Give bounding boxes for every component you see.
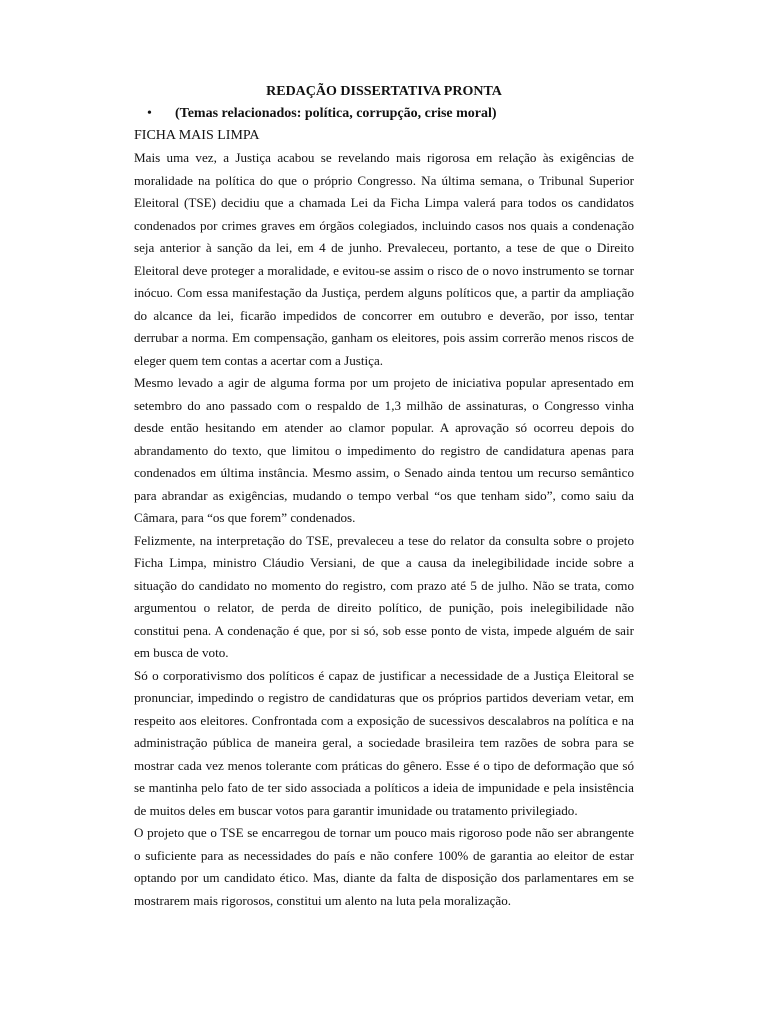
topics-list-item xyxy=(134,103,634,125)
paragraph-1: Mais uma vez, a Justiça acabou se revelando mais rigorosa em relação às exigências de moralidade na política do que o próprio Congresso. Na última semana, o Tribunal Superior Eleitoral (TSE) decidiu que a chamada Lei da Ficha Limpa valerá para todos os candidatos condenados por crimes graves em órgãos colegiados, incluindo casos nos quais a condenação seja anterior à sanção da lei, em 4 de junho. Prevaleceu, portanto, a tese de que o Direito Eleitoral deve proteger a moralidade, e evitou-se assim o risco de o novo instrumento se tornar inócuo. Com essa manifestação da Justiça, perdem alguns políticos que, a partir da ampliação do alcance da lei, ficarão impedidos de concorrer em outubro e deverão, por isso, tentar derrubar a norma. Em compensação, ganham os eleitores, pois assim correrão menos riscos de eleger quem tem contas a acertar com a Justiça. xyxy=(134,150,634,368)
topics-list xyxy=(134,103,634,125)
topics-text: (Temas relacionados: política, corrupção, crise moral) xyxy=(175,106,497,121)
paragraph-3: Felizmente, na interpretação do TSE, prevaleceu a tese do relator da consulta sobre o projeto Ficha Limpa, ministro Cláudio Versiani, de que a causa da inelegibilidade incide sobre a situação do candidato no momento do registro, com prazo até 5 de julho. Não se trata, como argumentou o relator, de perda de direito político, de punição, pois inelegibilidade não constitui pena. A condenação é que, por si só, sob esse ponto de vista, impede alguém de sair em busca de voto. xyxy=(134,532,634,660)
document-subtitle: FICHA MAIS LIMPA xyxy=(134,128,260,143)
paragraph-2: Mesmo levado a agir de alguma forma por um projeto de iniciativa popular apresentado em setembro do ano passado com o respaldo de 1,3 milhão de assinaturas, o Congresso vinha desde então hesitando em atender ao clamor popular. A aprovação só ocorreu depois do abrandamento do texto, que limitou o impedimento do registro de candidatura apenas para condenados em última instância. Mesmo assim, o Senado ainda tentou um recurso semântico para abrandar as exigências, mudando o tempo verbal “os que tenham sido”, como saiu da Câmara, para “os que forem” condenados. xyxy=(134,375,634,525)
bullet-icon: • xyxy=(147,106,152,121)
paragraph-4: Só o corporativismo dos políticos é capaz de justificar a necessidade de a Justiça Eleitoral se pronunciar, impedindo o registro de candidaturas que os próprios partidos deveriam vetar, em respeito aos eleitores. Confrontada com a exposição de sucessivos descalabros na política e na administração pública de maneira geral, a sociedade brasileira tem razões de sobra para se mostrar cada vez menos tolerante com práticas do gênero. Esse é o tipo de deformação que só se mantinha pelo fato de ter sido associada a políticos a ideia de impunidade e pela insistência de muitos deles em buscar votos para garantir imunidade ou tratamento privilegiado. xyxy=(134,667,634,818)
document-body xyxy=(134,81,634,912)
paragraph-5: O projeto que o TSE se encarregou de tornar um pouco mais rigoroso pode não ser abrangente o suficiente para as necessidades do país e não confere 100% de garantia ao eleitor de estar optando por um candidato ético. Mas, diante da falta de disposição dos parlamentares em se mostrarem mais rigorosos, constitui um alento na luta pela moralização. xyxy=(134,825,634,908)
document-title: REDAÇÃO DISSERTATIVA PRONTA xyxy=(266,84,502,99)
